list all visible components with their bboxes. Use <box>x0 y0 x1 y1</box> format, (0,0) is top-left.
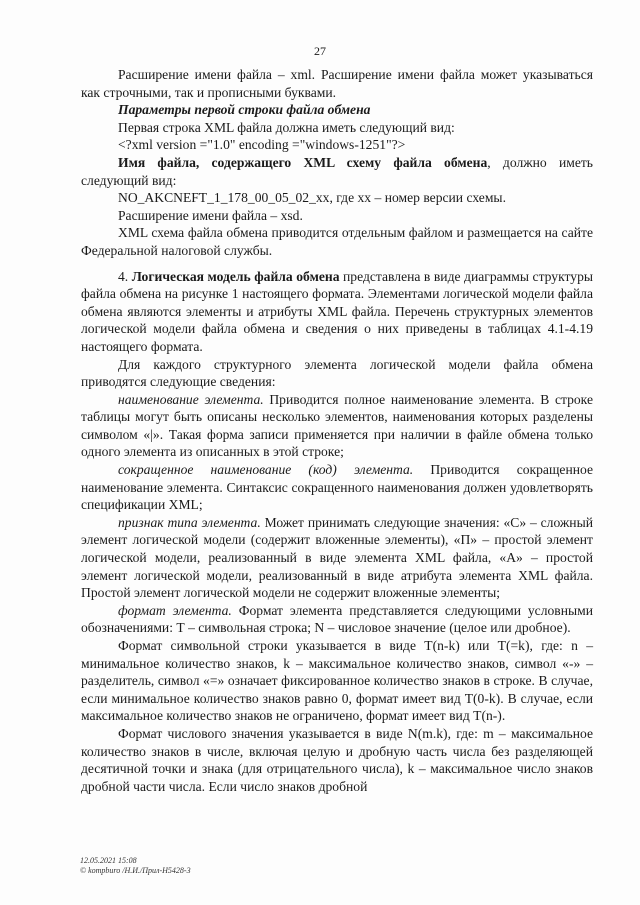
section-heading: Параметры первой строки файла обмена <box>118 102 371 118</box>
document-body <box>81 66 593 795</box>
paragraph-text: представлена в виде диаграммы структуры файла обмена на рисунке 1 настоящего формата. Элементами логической модели файла обмена являются элементы и атрибуты XML файла. Перечень структурных элементов логической модели файла обмена и сведения о них приведены в таблицах 4.1-4.19 настоящего формата. <box>81 268 594 354</box>
paragraph-element-code <box>81 461 593 514</box>
bold-term: Логическая модель файла обмена <box>131 268 340 284</box>
paragraph-number-format: Формат числового значения указывается в виде N(m.k), где: m – максимальное количество знаков в числе, включая целую и дробную часть числа без разделяющей десятичной точки и знака (для отрицательного числа), k – максимальное число знаков дробной части числа. Если число знаков дробной <box>81 725 593 794</box>
paragraph-element-type <box>81 514 593 602</box>
footer-source: © kompburo /Н.И./Прил-Н5428-3 <box>80 866 191 875</box>
paragraph-schema-location: XML схема файла обмена приводится отдельным файлом и размещается на сайте Федеральной налоговой службы. <box>81 225 593 258</box>
paragraph-first-line: Первая строка XML файла должна иметь следующий вид: <box>118 119 455 135</box>
item-number: 4. <box>118 268 132 284</box>
footer-stamp <box>80 856 191 876</box>
paragraph-text: Приводится сокращенное наименование элемента. Синтаксис сокращенного наименования должен удовлетворять спецификации XML; <box>81 462 594 513</box>
paragraph-text: Может принимать следующие значения: «С» – сложный элемент логической модели (содержит вложенные элементы), «П» – простой элемент логической модели, реализованный в виде элемента XML файла, «А» – простой элемент логической модели, реализованный в виде атрибута элемента XML файла. Простой элемент логической модели не содержит вложенные элементы; <box>81 514 593 601</box>
paragraph-element-name <box>81 391 593 461</box>
paragraph-logical-model <box>81 268 593 356</box>
paragraph-schema-filename: NO_AKCNEFT_1_178_00_05_02_xx, где хх – номер версии схемы. <box>118 190 506 206</box>
italic-term: признак типа элемента. <box>118 514 261 530</box>
paragraph-string-format: Формат символьной строки указывается в виде Т(n-k) или Т(=k), где: n – минимальное количество знаков, k – максимальное количество знаков, символ «-» – разделитель, символ «=» означает фиксированное количество знаков в строке. В случае, если минимальное количество знаков равно 0, формат имеет вид Т(0-k). В случае, если максимальное количество знаков не ограничено, формат имеет вид Т(n-). <box>81 638 593 724</box>
paragraph-schema-name <box>81 154 593 189</box>
bold-term: Имя файла, содержащего XML схему файла обмена <box>118 154 488 170</box>
footer-date: 12.05.2021 15:08 <box>80 856 137 865</box>
xml-declaration: <?xml version ="1.0" encoding ="windows-1251"?> <box>118 137 406 153</box>
italic-term: формат элемента. <box>118 602 232 618</box>
paragraph-element-format <box>81 602 593 637</box>
page-number: 27 <box>314 44 326 58</box>
paragraph-xsd-extension: Расширение имени файла – xsd. <box>118 207 303 223</box>
italic-term: сокращенное наименование (код) элемента. <box>118 462 414 478</box>
italic-term: наименование элемента. <box>118 391 264 407</box>
paragraph-text: , должно иметь следующий вид: <box>81 154 593 188</box>
paragraph-text: Приводится полное наименование элемента. В строке таблицы могут быть описаны несколько элементов, наименования которых разделены символом «|». Такая форма записи применяется при наличии в файле обмена только одного элемента из описанных в этой строке; <box>81 391 593 460</box>
paragraph-extension: Расширение имени файла – xml. Расширение имени файла может указываться как строчными, так и прописными буквами. <box>81 67 593 100</box>
paragraph-text: Формат элемента представляется следующими условными обозначениями: Т – символьная строка; N – числовое значение (целое или дробное). <box>81 602 594 636</box>
paragraph-element-info: Для каждого структурного элемента логической модели файла обмена приводятся следующие сведения: <box>81 356 593 390</box>
